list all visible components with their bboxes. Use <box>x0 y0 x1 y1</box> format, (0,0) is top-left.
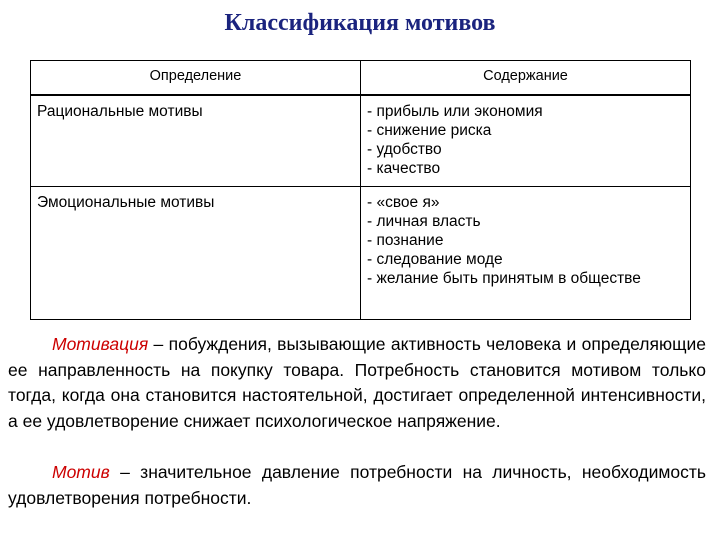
list-item: - следование моде <box>367 251 503 268</box>
list-item: - «свое я» <box>367 194 440 211</box>
term-motivation: Мотивация <box>52 334 149 354</box>
list-item: - личная власть <box>367 213 481 230</box>
page-title: Классификация мотивов <box>224 10 496 36</box>
motivation-definition <box>8 332 706 434</box>
list-item: - прибыль или экономия <box>367 103 543 120</box>
motives-table <box>30 60 691 320</box>
column-header-definition: Определение <box>31 61 361 96</box>
motive-definition <box>8 460 706 511</box>
definition-text: – побуждения, вызывающие активность человека и определяющие ее направленность на покупку товара. Потребность становится мотивом только тогда, когда она становится настоятельной, достигает определенной интенсивности, а ее удовлетворение снижает психологическое напряжение. <box>8 334 706 431</box>
list-item: - желание быть принятым в обществе <box>367 270 641 287</box>
row-items <box>361 187 691 320</box>
column-header-content: Содержание <box>361 61 691 96</box>
list-item: - познание <box>367 232 444 249</box>
table-row <box>31 187 691 320</box>
row-items <box>361 95 691 187</box>
definition-text: – значительное давление потребности на личность, необходимость удовлетворения потребности. <box>8 462 706 508</box>
row-label: Эмоциональные мотивы <box>31 187 361 320</box>
term-motive: Мотив <box>52 462 110 482</box>
list-item: - качество <box>367 160 441 177</box>
list-item: - удобство <box>367 141 442 158</box>
list-item: - снижение риска <box>367 122 492 139</box>
table-header-row <box>31 61 691 96</box>
row-label: Рациональные мотивы <box>31 95 361 187</box>
table-row <box>31 95 691 187</box>
